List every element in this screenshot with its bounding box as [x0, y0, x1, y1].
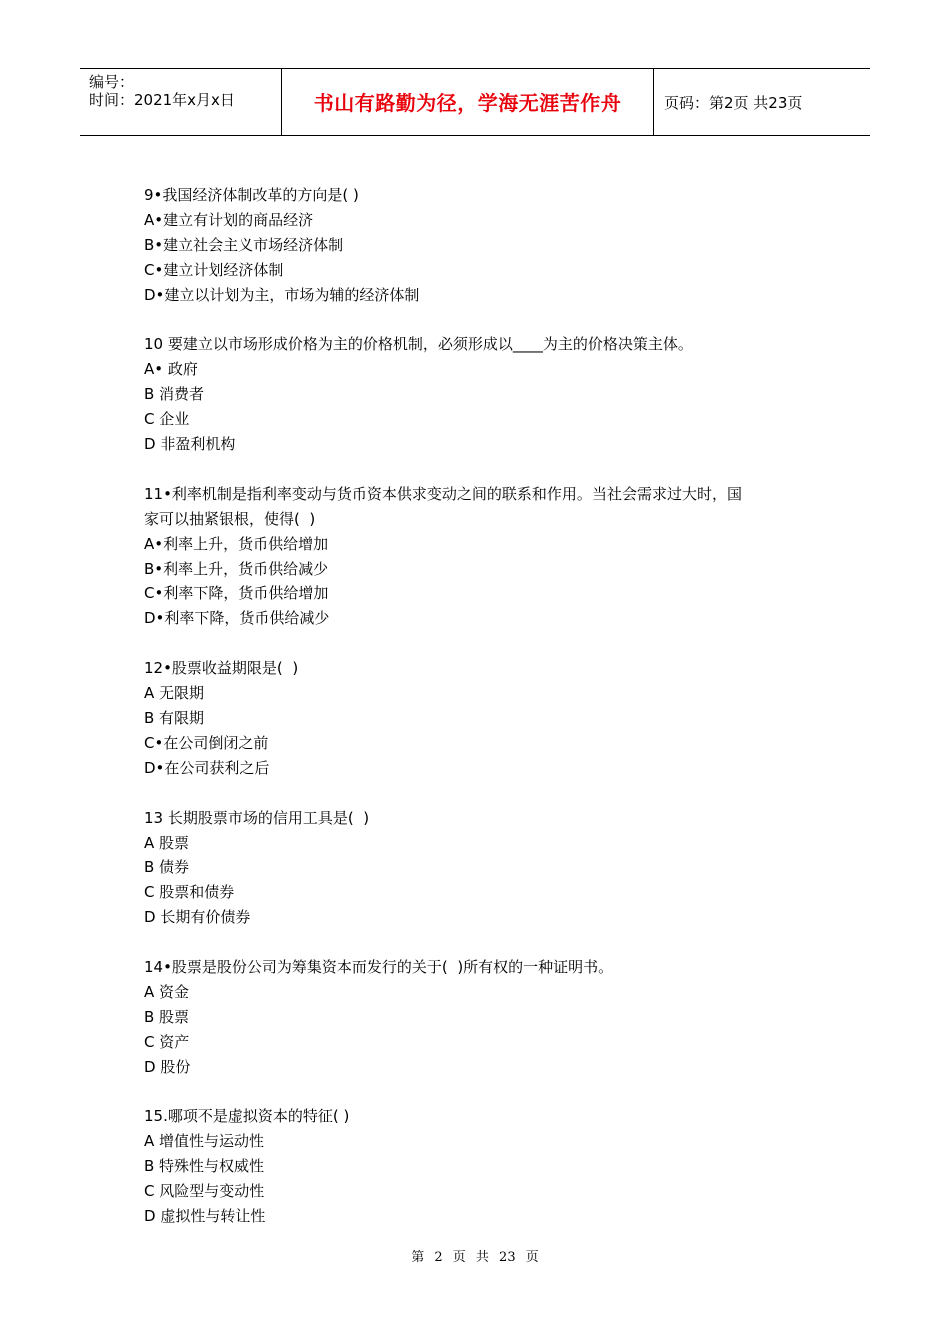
answer-option: B•利率上升，货币供给减少	[144, 559, 329, 578]
answer-option: D 长期有价债券	[144, 908, 251, 927]
answer-option: D•在公司获利之后	[144, 758, 270, 777]
answer-option: B 消费者	[144, 385, 205, 404]
question-stem: 10 要建立以市场形成价格为主的价格机制，必须形成以____为主的价格决策主体。	[144, 335, 693, 354]
question-stem: 14•股票是股份公司为筹集资本而发行的关于( )所有权的一种证明书。	[144, 958, 614, 977]
answer-option: A 无限期	[144, 684, 205, 703]
answer-option: D 虚拟性与转让性	[144, 1207, 266, 1226]
question-block	[144, 482, 814, 631]
header-meta	[80, 69, 282, 135]
answer-option: C•在公司倒闭之前	[144, 733, 269, 752]
answer-option: B 债券	[144, 858, 190, 877]
question-block	[144, 1104, 814, 1229]
question-stem: 15.哪项不是虚拟资本的特征( )	[144, 1107, 350, 1126]
number-label: 编号：	[89, 73, 135, 91]
page-footer: 第 2 页 共 23 页	[411, 1250, 539, 1265]
answer-option: C•利率下降，货币供给增加	[144, 584, 329, 603]
question-block	[144, 332, 814, 457]
answer-option: C 资产	[144, 1032, 190, 1051]
answer-option: B•建立社会主义市场经济体制	[144, 235, 344, 254]
time-label: 时间：2021年x月x日	[89, 91, 235, 109]
question-list	[144, 183, 814, 1254]
answer-option: D•建立以计划为主，市场为辅的经济体制	[144, 285, 420, 304]
answer-option: C 股票和债券	[144, 883, 235, 902]
answer-option: D•利率下降，货币供给减少	[144, 609, 330, 628]
question-block	[144, 806, 814, 931]
answer-option: C•建立计划经济体制	[144, 260, 284, 279]
answer-option: A•建立有计划的商品经济	[144, 210, 314, 229]
answer-option: B 特殊性与权威性	[144, 1157, 265, 1176]
answer-option: D 股份	[144, 1057, 191, 1076]
question-stem: 12•股票收益期限是( )	[144, 659, 299, 678]
answer-option: A•利率上升，货币供给增加	[144, 534, 329, 553]
answer-option: C 风险型与变动性	[144, 1182, 265, 1201]
answer-option: A 增值性与运动性	[144, 1132, 265, 1151]
answer-option: A 股票	[144, 833, 190, 852]
answer-option: B 有限期	[144, 708, 205, 727]
question-stem: 13 长期股票市场的信用工具是( )	[144, 808, 370, 827]
answer-option: A 资金	[144, 982, 190, 1001]
header-page-info: 页码：第2页 共23页	[664, 94, 803, 112]
question-stem: 9•我国经济体制改革的方向是( )	[144, 186, 359, 204]
question-block	[144, 656, 814, 781]
question-block	[144, 955, 814, 1080]
page-header	[80, 68, 870, 136]
header-motto: 书山有路勤为径，学海无涯苦作舟	[282, 69, 654, 135]
answer-option: B 股票	[144, 1007, 190, 1026]
question-block	[144, 183, 814, 308]
question-stem: 家可以抽紧银根，使得( )	[144, 509, 316, 528]
answer-option: A• 政府	[144, 360, 198, 379]
answer-option: D 非盈利机构	[144, 435, 236, 454]
question-stem: 11•利率机制是指利率变动与货币资本供求变动之间的联系和作用。当社会需求过大时，国	[144, 484, 742, 503]
answer-option: C 企业	[144, 410, 190, 429]
